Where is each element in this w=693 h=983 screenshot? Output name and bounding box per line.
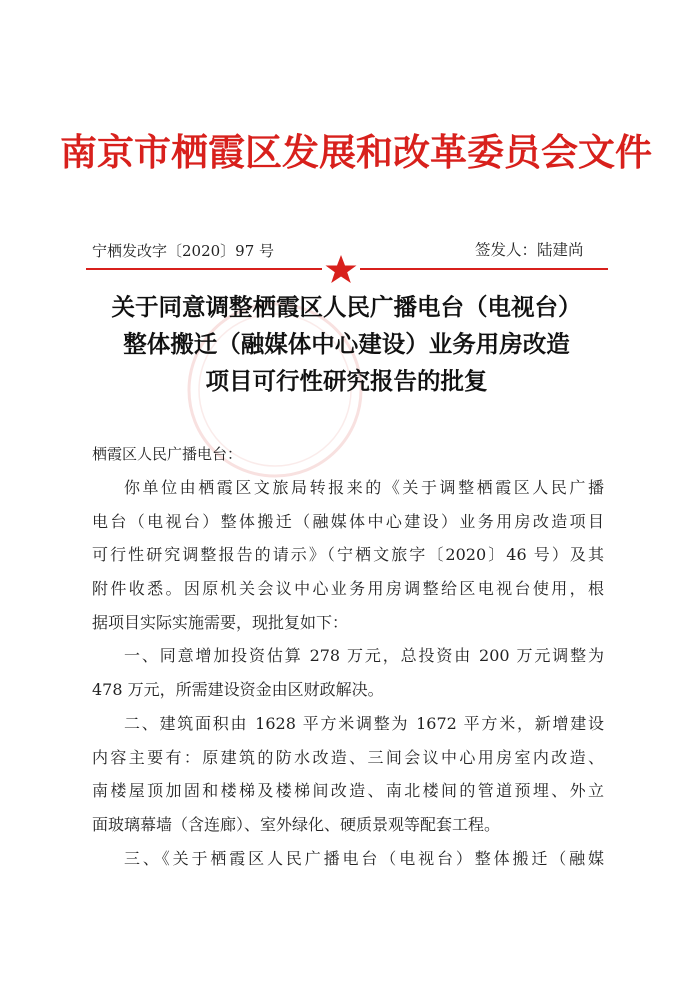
org-header-title: 南京市栖霞区发展和改革委员会文件 [60,130,652,174]
addressee: 栖霞区人民广播电台： [92,445,243,463]
signer-label: 签发人：陆建尚 [475,241,584,259]
body-text [92,471,604,875]
red-separator-right [360,268,608,270]
red-separator-left [86,268,322,270]
paragraph-line: 478 万元，所需建设资金由区财政解决。 [92,680,384,700]
title-line: 项目可行性研究报告的批复 [205,367,488,395]
paragraph-line: 一、同意增加投资估算 278 万元，总投资由 200 万元调整为 [124,646,604,666]
paragraph-line: 据项目实际实施需要，现批复如下： [92,612,349,632]
title-line: 整体搬迁（融媒体中心建设）业务用房改造 [123,330,570,358]
paragraph-line: 二、建筑面积由 1628 平方米调整为 1672 平方米，新增建设 [124,713,604,733]
paragraph-line: 南楼屋顶加固和楼梯及楼梯间改造、南北楼间的管道预埋、外立 [92,781,604,801]
paragraph-line: 三、《关于栖霞区人民广播电台（电视台）整体搬迁（融媒 [124,848,604,868]
paragraph-line: 内容主要有：原建筑的防水改造、三间会议中心用房室内改造、 [92,747,604,767]
document-title [60,289,633,400]
red-star-icon [324,254,358,284]
paragraph-line: 你单位由栖霞区文旅局转报来的《关于调整栖霞区人民广播 [124,478,604,497]
paragraph-line: 面玻璃幕墙（含连廊）、室外绿化、硬质景观等配套工程。 [92,814,501,834]
paragraph-line: 电台（电视台）整体搬迁（融媒体中心建设）业务用房改造项目 [92,511,604,531]
title-line: 关于同意调整栖霞区人民广播电台（电视台） [111,293,582,321]
paragraph-line: 附件收悉。因原机关会议中心业务用房调整给区电视台使用，根 [92,579,604,599]
document-number: 宁栖发改字〔2020〕97 号 [92,242,275,260]
paragraph-line: 可行性研究调整报告的请示》（宁栖文旅字〔2020〕46 号）及其 [92,545,604,565]
